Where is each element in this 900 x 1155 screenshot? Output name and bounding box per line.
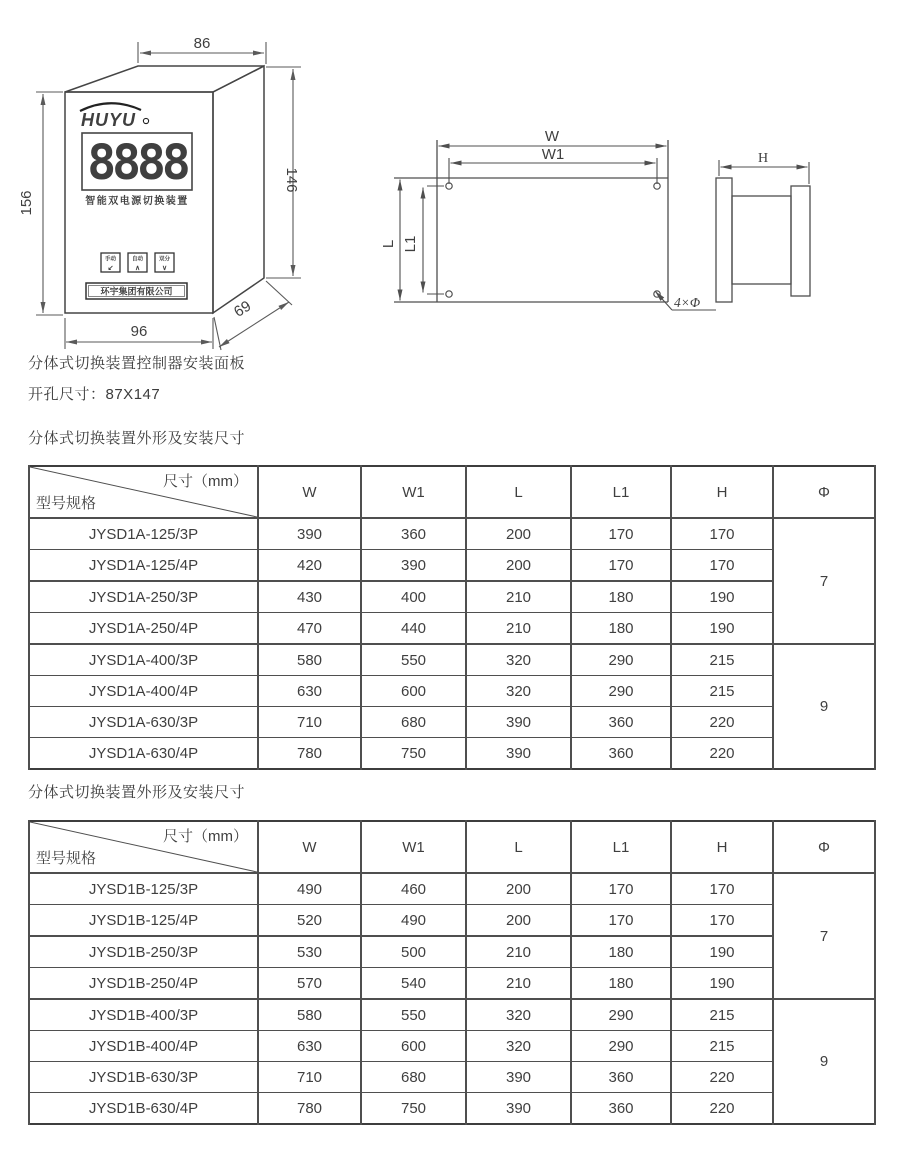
manual-arrow-icon: ↙	[107, 265, 114, 272]
value-cell: 400	[361, 581, 466, 613]
model-cell: JYSD1A-125/3P	[29, 518, 258, 550]
column-header: W	[258, 821, 361, 873]
table-row	[29, 936, 875, 968]
value-cell: 360	[571, 1093, 671, 1125]
value-cell: 710	[258, 707, 361, 738]
value-cell: 490	[361, 905, 466, 937]
value-cell: 710	[258, 1062, 361, 1093]
model-cell: JYSD1A-630/3P	[29, 707, 258, 738]
button-auto	[128, 253, 147, 272]
model-cell: JYSD1A-250/3P	[29, 581, 258, 613]
value-cell: 170	[571, 905, 671, 937]
value-cell: 200	[466, 905, 571, 937]
value-cell: 390	[258, 518, 361, 550]
value-cell: 220	[671, 738, 773, 770]
model-cell: JYSD1B-250/3P	[29, 936, 258, 968]
dim-146-label: 146	[283, 167, 300, 193]
value-cell: 780	[258, 738, 361, 770]
model-cell: JYSD1B-125/4P	[29, 905, 258, 937]
table-row	[29, 613, 875, 645]
value-cell: 180	[571, 936, 671, 968]
table-row	[29, 707, 875, 738]
value-cell: 170	[671, 518, 773, 550]
model-cell: JYSD1B-400/4P	[29, 1031, 258, 1062]
value-cell: 180	[571, 968, 671, 1000]
corner-model-label: 型号规格	[36, 850, 97, 867]
mounting-holes	[446, 183, 660, 297]
svg-text:手动: 手动	[104, 256, 117, 263]
dim-69-label: 69	[231, 297, 255, 321]
value-cell: 215	[671, 644, 773, 676]
value-cell: 470	[258, 613, 361, 645]
value-cell: 290	[571, 644, 671, 676]
side-view	[716, 178, 810, 302]
value-cell: 220	[671, 1062, 773, 1093]
value-cell: 390	[466, 1093, 571, 1125]
panel-caption: 分体式切换装置控制器安装面板	[28, 355, 246, 372]
model-cell: JYSD1B-250/4P	[29, 968, 258, 1000]
column-header: L1	[571, 821, 671, 873]
value-cell: 215	[671, 1031, 773, 1062]
value-cell: 210	[466, 581, 571, 613]
value-cell: 490	[258, 873, 361, 905]
value-cell: 780	[258, 1093, 361, 1125]
value-cell: 360	[571, 707, 671, 738]
column-header: L1	[571, 466, 671, 518]
value-cell: 180	[571, 613, 671, 645]
value-cell: 320	[466, 999, 571, 1031]
value-cell: 190	[671, 936, 773, 968]
value-cell: 420	[258, 550, 361, 582]
value-cell: 200	[466, 518, 571, 550]
dim-156-label: 156	[18, 190, 35, 216]
corner-header-cell	[29, 466, 258, 518]
value-cell: 360	[571, 738, 671, 770]
dim-w-label: W	[544, 128, 560, 145]
value-cell: 215	[671, 999, 773, 1031]
model-cell: JYSD1A-400/4P	[29, 676, 258, 707]
value-cell: 210	[466, 613, 571, 645]
table1-container	[28, 465, 876, 770]
value-cell: 630	[258, 676, 361, 707]
column-header: L	[466, 821, 571, 873]
dim-86-label: 86	[193, 35, 211, 52]
value-cell: 200	[466, 873, 571, 905]
table-row	[29, 905, 875, 937]
table-row	[29, 1062, 875, 1093]
value-cell: 200	[466, 550, 571, 582]
value-cell: 190	[671, 581, 773, 613]
model-cell: JYSD1B-630/4P	[29, 1093, 258, 1125]
value-cell: 210	[466, 936, 571, 968]
column-header: W1	[361, 466, 466, 518]
dim-156	[36, 92, 63, 315]
value-cell: 390	[361, 550, 466, 582]
value-cell: 600	[361, 1031, 466, 1062]
model-cell: JYSD1B-400/3P	[29, 999, 258, 1031]
value-cell: 290	[571, 999, 671, 1031]
value-cell: 520	[258, 905, 361, 937]
table-row	[29, 999, 875, 1031]
hole-callout-label: 4×Φ	[674, 295, 701, 310]
corner-model-label: 型号规格	[36, 495, 97, 512]
phi-merged-cell: 7	[773, 873, 875, 999]
table2-container	[28, 820, 876, 1125]
panel-title: 智能双电源切换装置	[85, 196, 189, 207]
phi-merged-cell: 7	[773, 518, 875, 644]
dim-l1	[423, 186, 444, 294]
value-cell: 215	[671, 676, 773, 707]
model-cell: JYSD1B-125/3P	[29, 873, 258, 905]
column-header: H	[671, 466, 773, 518]
table-row	[29, 738, 875, 770]
device-3d-drawing	[0, 0, 340, 355]
value-cell: 170	[571, 518, 671, 550]
model-cell: JYSD1A-400/3P	[29, 644, 258, 676]
dim-69	[214, 281, 292, 350]
value-cell: 580	[258, 644, 361, 676]
value-cell: 190	[671, 613, 773, 645]
table2-heading: 分体式切换装置外形及安装尺寸	[28, 784, 246, 801]
value-cell: 320	[466, 644, 571, 676]
value-cell: 180	[571, 581, 671, 613]
value-cell: 360	[571, 1062, 671, 1093]
value-cell: 750	[361, 738, 466, 770]
value-cell: 530	[258, 936, 361, 968]
value-cell: 500	[361, 936, 466, 968]
corner-header-cell	[29, 821, 258, 873]
svg-text:双分: 双分	[158, 256, 171, 263]
value-cell: 600	[361, 676, 466, 707]
table-row	[29, 550, 875, 582]
dim-l-label: L	[380, 239, 397, 249]
value-cell: 220	[671, 707, 773, 738]
model-cell: JYSD1A-250/4P	[29, 613, 258, 645]
value-cell: 190	[671, 968, 773, 1000]
phi-merged-cell: 9	[773, 999, 875, 1124]
value-cell: 570	[258, 968, 361, 1000]
value-cell: 390	[466, 1062, 571, 1093]
column-header: Φ	[773, 466, 875, 518]
value-cell: 290	[571, 1031, 671, 1062]
registered-mark-icon	[143, 118, 148, 123]
table-row	[29, 644, 875, 676]
value-cell: 550	[361, 644, 466, 676]
value-cell: 440	[361, 613, 466, 645]
value-cell: 320	[466, 676, 571, 707]
value-cell: 170	[671, 905, 773, 937]
phi-merged-cell: 9	[773, 644, 875, 769]
seven-segment-display: 8888	[87, 135, 187, 191]
value-cell: 170	[571, 873, 671, 905]
panel-buttons	[101, 253, 174, 272]
button-manual	[101, 253, 120, 272]
value-cell: 630	[258, 1031, 361, 1062]
table-row	[29, 1093, 875, 1125]
model-cell: JYSD1B-630/3P	[29, 1062, 258, 1093]
value-cell: 390	[466, 707, 571, 738]
cutout-size-caption: 开孔尺寸：87X147	[28, 386, 161, 403]
value-cell: 170	[671, 550, 773, 582]
table-row	[29, 581, 875, 613]
table-row	[29, 1031, 875, 1062]
table-row	[29, 518, 875, 550]
value-cell: 540	[361, 968, 466, 1000]
company-name: 环宇集团有限公司	[100, 286, 173, 297]
spec-table	[28, 465, 876, 770]
value-cell: 360	[361, 518, 466, 550]
table-row	[29, 873, 875, 905]
corner-dimension-label: 尺寸（mm）	[163, 828, 248, 845]
value-cell: 460	[361, 873, 466, 905]
auto-arrow-icon: ∧	[134, 265, 141, 272]
mounting-plate	[394, 140, 668, 302]
column-header: Φ	[773, 821, 875, 873]
value-cell: 170	[571, 550, 671, 582]
model-cell: JYSD1A-630/4P	[29, 738, 258, 770]
column-header: H	[671, 821, 773, 873]
button-dual-off	[155, 253, 174, 272]
dim-96-label: 96	[130, 323, 148, 340]
brand-logo: HUYU	[81, 110, 137, 130]
table1-heading: 分体式切换装置外形及安装尺寸	[28, 430, 246, 447]
value-cell: 580	[258, 999, 361, 1031]
table-row	[29, 968, 875, 1000]
svg-text:自动: 自动	[131, 256, 144, 263]
mounting-diagram	[380, 110, 830, 330]
value-cell: 390	[466, 738, 571, 770]
value-cell: 170	[671, 873, 773, 905]
table-row	[29, 676, 875, 707]
value-cell: 750	[361, 1093, 466, 1125]
value-cell: 290	[571, 676, 671, 707]
dim-l1-label: L1	[402, 235, 419, 253]
value-cell: 680	[361, 1062, 466, 1093]
value-cell: 220	[671, 1093, 773, 1125]
dim-w1-label: W1	[541, 146, 565, 163]
column-header: L	[466, 466, 571, 518]
value-cell: 550	[361, 999, 466, 1031]
value-cell: 210	[466, 968, 571, 1000]
corner-dimension-label: 尺寸（mm）	[163, 473, 248, 490]
column-header: W	[258, 466, 361, 518]
model-cell: JYSD1A-125/4P	[29, 550, 258, 582]
spec-table	[28, 820, 876, 1125]
value-cell: 320	[466, 1031, 571, 1062]
dual-off-arrow-icon: ∨	[161, 265, 168, 272]
column-header: W1	[361, 821, 466, 873]
value-cell: 430	[258, 581, 361, 613]
value-cell: 680	[361, 707, 466, 738]
dim-h-label: H	[757, 151, 769, 166]
